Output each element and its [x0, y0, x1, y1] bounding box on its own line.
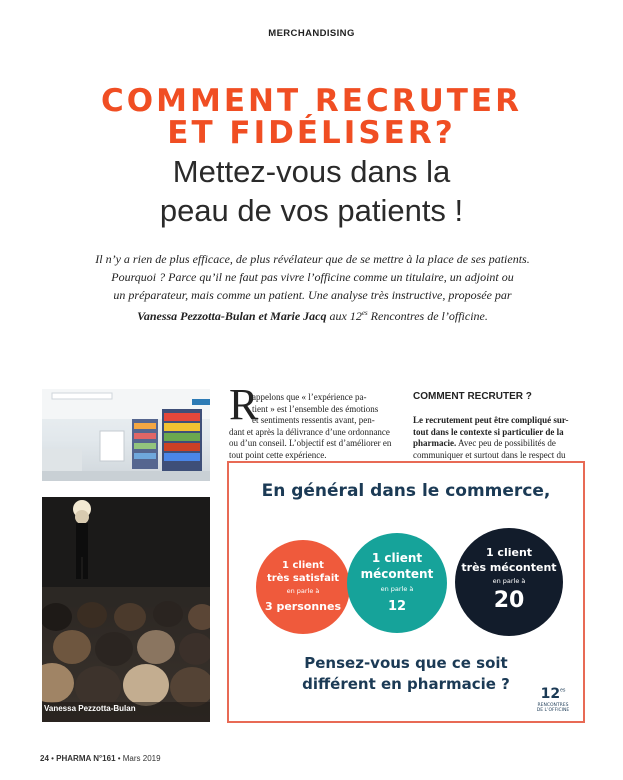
headline-line-2: peau de vos patients ! [159, 193, 464, 228]
text-line [413, 427, 583, 439]
text-line: tout point cette expérience. [229, 449, 327, 460]
text-line: dant et après la délivrance d’une ordonnance [229, 426, 390, 437]
column-2-text [413, 415, 583, 461]
circle-count: 12 [387, 599, 407, 614]
text-line: communiquer et surtout dans le respect du [413, 449, 566, 460]
kicker-line-1: COMMENT RECRUTER [101, 83, 522, 119]
bold-text: pharmacie. [413, 438, 457, 448]
circle-line-2: très satisfait [266, 573, 340, 584]
circle-sub: en parle à [492, 577, 526, 585]
text-line: et sentiments ressentis avant, pen- [252, 415, 375, 425]
text-line: tient » est l’ensemble des émotions [252, 403, 379, 414]
photo-caption: Vanessa Pezzotta-Bulan [44, 704, 136, 713]
circle-line-2: très mécontent [461, 561, 557, 574]
text-line: ou d’un conseil. L’objectif est d’améliorer en [229, 438, 392, 448]
page-number: 24 [40, 754, 49, 763]
section-rubric: MERCHANDISING [268, 28, 355, 39]
circle-line-1: 1 client [371, 551, 423, 565]
intro-end: Rencontres de l’officine. [367, 309, 488, 323]
presentation-slide [227, 461, 585, 723]
intro-mid: aux 12 [326, 309, 362, 323]
intro-line: Il n’y a rien de plus efficace, de plus révélateur que de se mettre à la place de ses patients. [95, 252, 530, 266]
text-line: appelons que « l’expérience pa- [252, 392, 367, 402]
circle-line-1: 1 client [282, 560, 324, 571]
stat-circle-very-unhappy [455, 528, 563, 636]
rencontres-logo [529, 685, 577, 713]
drop-cap: R [229, 380, 259, 429]
issue-date: Mars 2019 [122, 754, 161, 763]
intro-line: Pourquoi ? Parce qu’il ne faut pas vivre l’officine comme un titulaire, un adjoint ou [111, 270, 514, 284]
circle-line-1: 1 client [485, 546, 533, 559]
magazine-issue: PHARMA N°161 [56, 754, 116, 763]
question-line: différent en pharmacie ? [302, 675, 510, 693]
badge-number: 12 [540, 686, 561, 702]
bold-text: Le recrutement peut être compliqué sur- [413, 415, 569, 425]
pharmacy-interior-photo [42, 389, 210, 481]
section-heading: COMMENT RECRUTER ? [413, 391, 532, 402]
circle-line-2: mécontent [360, 567, 434, 581]
intro-line [40, 304, 585, 325]
stat-circle-satisfied [256, 540, 350, 634]
column-1-text [229, 392, 397, 461]
question-line: Pensez-vous que ce soit [304, 654, 508, 672]
bold-text: tout dans le contexte si particulier de la [413, 426, 564, 437]
circle-count: 20 [493, 588, 525, 613]
badge-text: RENCONTRES [537, 703, 569, 708]
circle-sub: en parle à [380, 585, 414, 593]
headline-line-1: Mettez-vous dans la [172, 154, 451, 189]
page-footer: 24 • PHARMA N°161 • Mars 2019 [40, 754, 161, 763]
conference-photo [42, 497, 210, 722]
badge-sup: es [560, 687, 566, 694]
stat-circle-unhappy [347, 533, 447, 633]
text-line [413, 415, 583, 427]
circle-sub: en parle à [286, 587, 320, 595]
badge-text: DE L’OFFICINE [536, 708, 570, 713]
intro-sup: es [361, 309, 368, 317]
intro-authors: Vanessa Pezzotta-Bulan et Marie Jacq [137, 309, 327, 323]
intro-paragraph [40, 250, 585, 325]
text-rest: Avec peu de possibilités de [456, 438, 556, 448]
kicker-line-2: ET FIDÉLISER? [167, 115, 456, 151]
circle-count: 3 personnes [264, 600, 342, 613]
intro-line: un préparateur, mais comme un patient. Une analyse très instructive, proposée par [113, 288, 512, 302]
text-line [413, 438, 583, 450]
pharmacy-illustration [42, 389, 210, 481]
conference-illustration [42, 497, 210, 722]
slide-heading: En général dans le commerce, [261, 481, 551, 501]
